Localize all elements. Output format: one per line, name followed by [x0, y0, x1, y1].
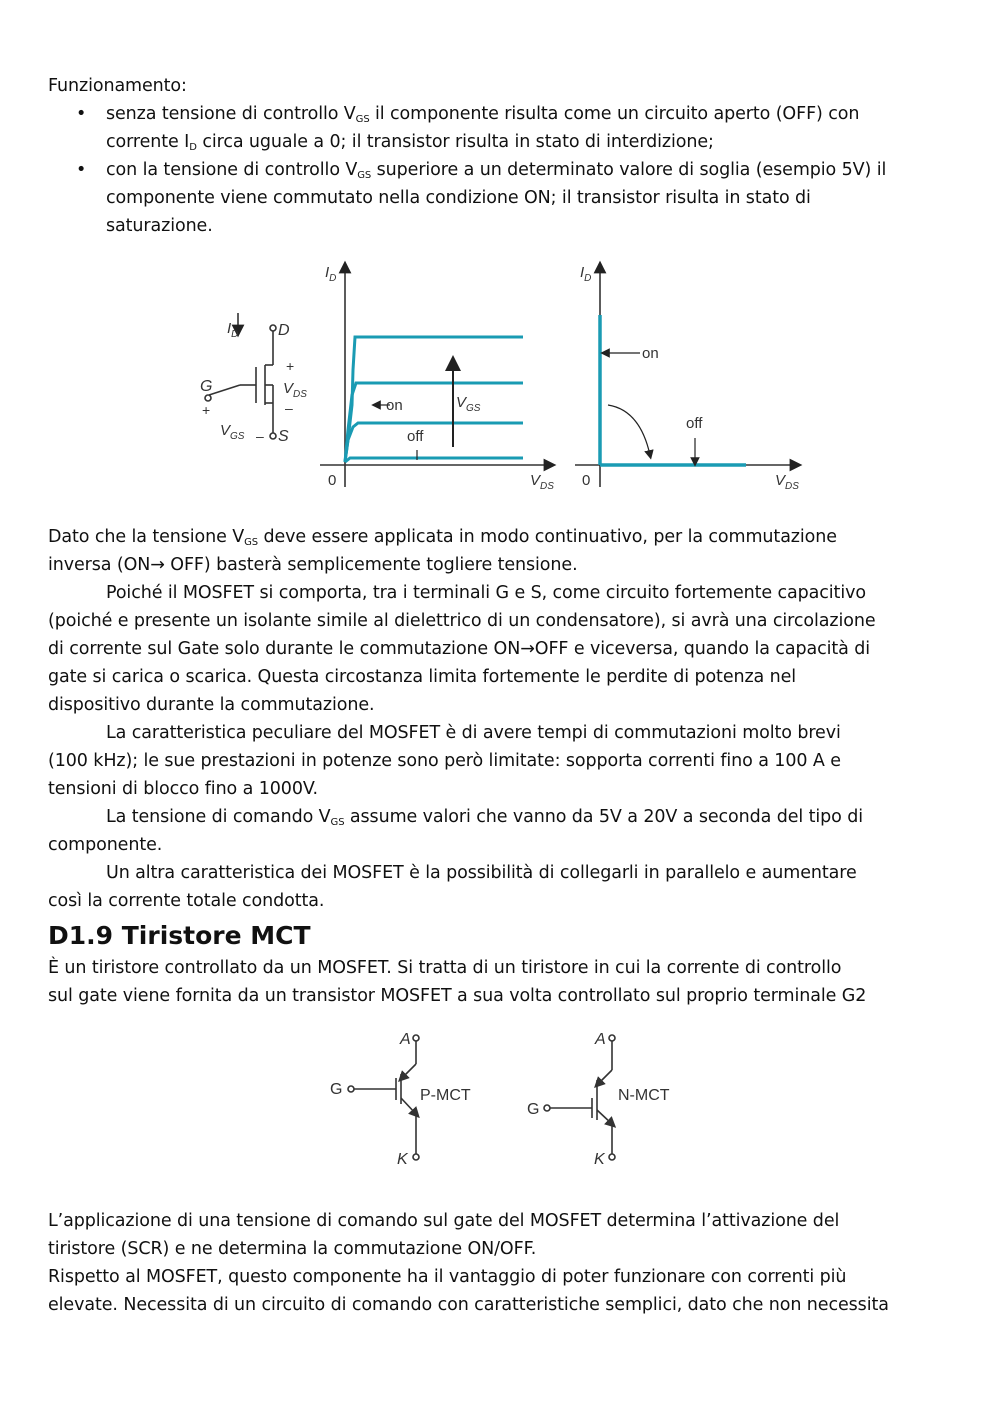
bullet2-line2: componente viene commutato nella condizione ON; il transistor risulta in stato di: [106, 188, 811, 208]
n-mct-cathode-label: K: [594, 1151, 605, 1168]
bullet2-line3: saturazione.: [106, 216, 213, 236]
body-p4-line2: componente.: [48, 835, 163, 855]
on-label: on: [386, 397, 403, 414]
plus-sign: +: [202, 402, 211, 418]
n-mct-label: N-MCT: [618, 1087, 670, 1104]
body-p3-line2: (100 kHz); le sue prestazioni in potenze sono però limitate: sopporta correnti fino a 100 A e: [48, 751, 841, 771]
n-mct-gate-label: G: [527, 1101, 540, 1118]
body-p2-line4: gate si carica o scarica. Questa circostanza limita fortemente le perdite di potenza nel: [48, 667, 797, 687]
n-mct-anode-label: A: [595, 1031, 606, 1048]
body-p2-line1: Poiché il MOSFET si comporta, tra i terminali G e S, come circuito fortemente capacitivo: [106, 583, 866, 603]
bullet2-line1: con la tensione di controllo $V_{GS}$ superiore a un determinato valore di soglia (esempio 5V) il: [106, 160, 887, 181]
body-p1-line1: Dato che la tensione $V_{GS}$ deve essere applicata in modo continuativo, per la commutazione: [48, 527, 837, 548]
n-mct-symbol-icon: [544, 1035, 615, 1160]
closing-line3: Rispetto al MOSFET, questo componente ha il vantaggio di poter funzionare con correnti più: [48, 1267, 847, 1287]
body-p2-line3: di corrente sul Gate solo durante le commutazione ON→OFF e viceversa, quando la capacità di: [48, 639, 870, 659]
ideal-switch-chart: [575, 264, 799, 492]
body-p3-line3: tensioni di blocco fino a 1000V.: [48, 779, 318, 799]
bullet1-line2: corrente $I_D$ circa uguale a 0; il transistor risulta in stato di interdizione;: [106, 132, 714, 153]
vds-label: $V_{DS}$: [283, 380, 307, 400]
closing-line1: L’applicazione di una tensione di comando sul gate del MOSFET determina l’attivazione del: [48, 1211, 840, 1231]
drain-label: D: [278, 322, 290, 339]
id-axis-label: $I_D$: [580, 264, 592, 284]
p-mct-cathode-label: K: [397, 1151, 408, 1168]
mct-figure: [320, 1022, 690, 1172]
minus-sign: –: [285, 400, 293, 416]
id-axis-label: $I_D$: [325, 264, 337, 284]
vgs-label: $V_{GS}$: [220, 422, 245, 442]
plus-sign: +: [286, 358, 295, 374]
mosfet-symbol-icon: [205, 313, 276, 439]
intro-label: Funzionamento:: [48, 76, 187, 96]
body-p1-line2: inversa (ON→ OFF) basterà semplicemente togliere tensione.: [48, 555, 578, 575]
bullet-marker: •: [76, 160, 87, 180]
p-mct-gate-label: G: [330, 1081, 343, 1098]
section-line1: È un tiristore controllato da un MOSFET. Si tratta di un tiristore in cui la corrente di controllo: [48, 958, 842, 978]
gate-label: G: [200, 378, 213, 395]
body-p2-line5: dispositivo durante la commutazione.: [48, 695, 375, 715]
vgs-arrow-label: $V_{GS}$: [456, 394, 481, 414]
body-p5-line2: così la corrente totale condotta.: [48, 891, 325, 911]
section-line2: sul gate viene fornita da un transistor MOSFET a sua volta controllato sul proprio terminale G2: [48, 986, 867, 1006]
origin-label: 0: [582, 472, 591, 489]
vds-axis-label: $V_{DS}$: [530, 472, 554, 492]
id-label: $I_D$: [227, 320, 239, 340]
p-mct-anode-label: A: [400, 1031, 411, 1048]
section-heading: D1.9 Tiristore MCT: [48, 921, 311, 950]
origin-label: 0: [328, 472, 337, 489]
on-label: on: [642, 345, 659, 362]
closing-line4: elevate. Necessita di un circuito di comando con caratteristiche semplici, dato che non necessita: [48, 1295, 889, 1315]
p-mct-label: P-MCT: [420, 1087, 471, 1104]
body-p5-line1: Un altra caratteristica dei MOSFET è la possibilità di collegarli in parallelo e aumentare: [106, 863, 857, 883]
vds-axis-label: $V_{DS}$: [775, 472, 799, 492]
body-p4-line1: La tensione di comando $V_{GS}$ assume valori che vanno da 5V a 20V a seconda del tipo di: [106, 807, 863, 828]
mosfet-figure: [190, 255, 810, 500]
body-p2-line2: (poiché e presente un isolante simile al dielettrico di un condensatore), si avrà una circolazione: [48, 611, 876, 631]
bullet1-line1: senza tensione di controllo $V_{GS}$ il componente risulta come un circuito aperto (OFF) con: [106, 104, 860, 125]
output-characteristic-chart: [320, 264, 554, 492]
minus-sign: –: [256, 428, 264, 444]
body-p3-line1: La caratteristica peculiare del MOSFET è di avere tempi di commutazioni molto brevi: [106, 723, 841, 743]
off-label: off: [407, 428, 424, 445]
bullet-marker: •: [76, 104, 87, 124]
source-label: S: [278, 428, 289, 445]
closing-line2: tiristore (SCR) e ne determina la commutazione ON/OFF.: [48, 1239, 537, 1259]
off-label: off: [686, 415, 703, 432]
p-mct-symbol-icon: [348, 1035, 419, 1160]
